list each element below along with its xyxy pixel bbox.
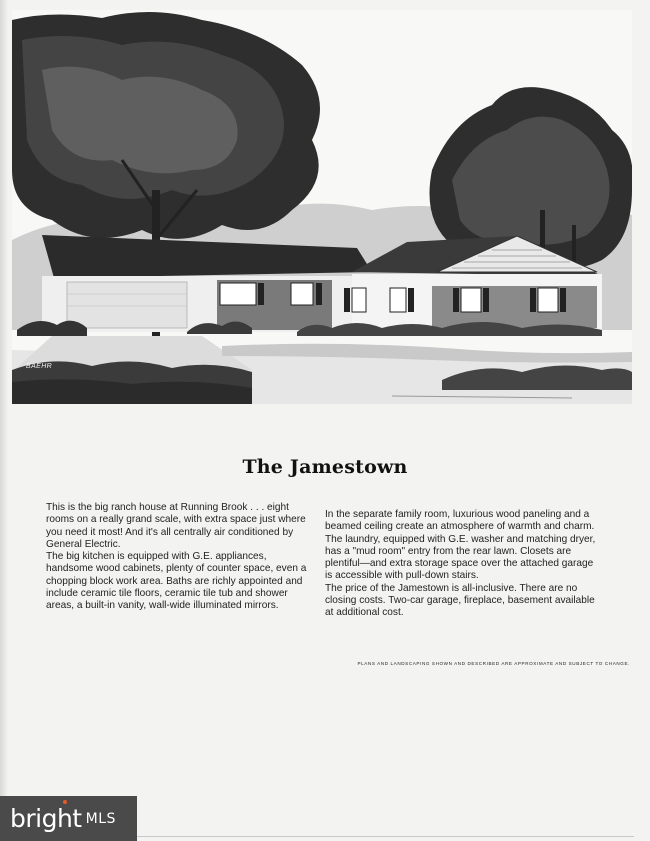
watermark-brand: bright [10,804,82,833]
house-rendering-illustration [12,10,632,404]
watermark-accent-dot [63,800,67,804]
disclaimer-note: PLANS AND LANDSCAPING SHOWN AND DESCRIBED ARE APPROXIMATE AND SUBJECT TO CHANGE. [357,661,630,666]
paragraph: The big kitchen is equipped with G.E. appliances, handsome wood cabinets, plenty of counter space, even a chopping block work area. Baths are richly appointed and include ceramic tile floors, ceramic tile tub and shower areas, a built-in vanity, wall-wide illuminated mirrors. [46,551,307,612]
document-title: The Jamestown [242,456,408,478]
watermark-suffix: MLS [85,810,116,827]
page-edge [0,0,8,841]
description-right-column [325,509,601,620]
paragraph: In the separate family room, luxurious wood paneling and a beamed ceiling create an atmosphere of warmth and charm. The laundry, equipped with G.E. washer and matching dryer, has a "mud room" entry from the rear lawn. Closets are plentiful—and extra storage space over the attached garage is accessible with pull-down stairs. [325,509,596,582]
description-left-column [46,502,308,613]
paragraph: This is the big ranch house at Running Brook . . . eight rooms on a really grand scale, with extra space just where you need it most! And it's all centrally air conditioned by General Electric. [46,502,306,550]
artist-signature: BAEHR [26,363,53,370]
paragraph: The price of the Jamestown is all-inclusive. There are no closing costs. Two-car garage, fireplace, basement available at additional cost. [325,582,595,619]
bright-mls-watermark [0,796,137,841]
